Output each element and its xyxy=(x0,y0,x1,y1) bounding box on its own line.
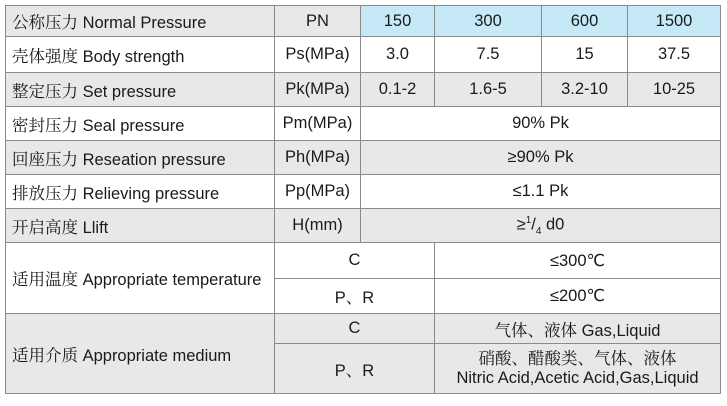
body-strength-value-2: 7.5 xyxy=(435,37,542,73)
lift-row xyxy=(6,209,721,243)
reseation-pressure-unit: Ph(MPa) xyxy=(275,141,361,175)
temperature-type-c: C xyxy=(275,243,435,279)
pn-value-1: 150 xyxy=(361,6,435,37)
reseation-pressure-row xyxy=(6,141,721,175)
seal-pressure-value: 90% Pk xyxy=(361,107,721,141)
medium-value-pr-cn: 硝酸、醋酸类、气体、液体 xyxy=(478,349,677,368)
pn-value-4: 1500 xyxy=(628,6,721,37)
temperature-type-pr: P、R xyxy=(275,279,435,314)
set-pressure-value-2: 1.6-5 xyxy=(435,73,542,107)
seal-pressure-label: 密封压力 Seal pressure xyxy=(6,107,275,141)
seal-pressure-row xyxy=(6,107,721,141)
body-strength-unit: Ps(MPa) xyxy=(275,37,361,73)
set-pressure-label: 整定压力 Set pressure xyxy=(6,73,275,107)
medium-type-c: C xyxy=(275,314,435,344)
lift-value: $\ge^1/_4$ d0 xyxy=(361,209,721,243)
lift-fraction-numerator: 1 xyxy=(525,214,532,226)
medium-value-c: 气体、液体 Gas,Liquid xyxy=(435,314,721,344)
reseation-pressure-label: 回座压力 Reseation pressure xyxy=(6,141,275,175)
normal-pressure-unit: PN xyxy=(275,6,361,37)
spec-table xyxy=(5,5,721,394)
temperature-value-c: ≤300℃ xyxy=(435,243,721,279)
medium-value-pr xyxy=(435,344,721,394)
pn-value-2: 300 xyxy=(435,6,542,37)
medium-type-pr: P、R xyxy=(275,344,435,394)
set-pressure-unit: Pk(MPa) xyxy=(275,73,361,107)
temperature-value-pr: ≤200℃ xyxy=(435,279,721,314)
lift-fraction-denominator: 4 xyxy=(535,225,542,237)
reseation-pressure-value: ≥90% Pk xyxy=(361,141,721,175)
table-header-row xyxy=(6,6,721,37)
seal-pressure-unit: Pm(MPa) xyxy=(275,107,361,141)
set-pressure-row xyxy=(6,73,721,107)
lift-unit: H(mm) xyxy=(275,209,361,243)
relieving-pressure-row xyxy=(6,175,721,209)
body-strength-value-4: 37.5 xyxy=(628,37,721,73)
body-strength-value-1: 3.0 xyxy=(361,37,435,73)
medium-row-c xyxy=(6,314,721,344)
set-pressure-value-3: 3.2-10 xyxy=(542,73,628,107)
relieving-pressure-value: ≤1.1 Pk xyxy=(361,175,721,209)
medium-label: 适用介质 Appropriate medium xyxy=(6,314,275,394)
set-pressure-value-1: 0.1-2 xyxy=(361,73,435,107)
normal-pressure-label: 公称压力 Normal Pressure xyxy=(6,6,275,37)
body-strength-label: 壳体强度 Body strength xyxy=(6,37,275,73)
relieving-pressure-label: 排放压力 Relieving pressure xyxy=(6,175,275,209)
relieving-pressure-unit: Pp(MPa) xyxy=(275,175,361,209)
medium-value-pr-en: Nitric Acid,Acetic Acid,Gas,Liquid xyxy=(456,368,699,387)
lift-value-prefix: ≥ xyxy=(516,215,526,234)
pn-value-3: 600 xyxy=(542,6,628,37)
temperature-label: 适用温度 Appropriate temperature xyxy=(6,243,275,314)
set-pressure-value-4: 10-25 xyxy=(628,73,721,107)
lift-label: 开启高度 Llift xyxy=(6,209,275,243)
lift-value-suffix: d0 xyxy=(541,215,565,234)
temperature-row-c xyxy=(6,243,721,279)
body-strength-row xyxy=(6,37,721,73)
body-strength-value-3: 15 xyxy=(542,37,628,73)
